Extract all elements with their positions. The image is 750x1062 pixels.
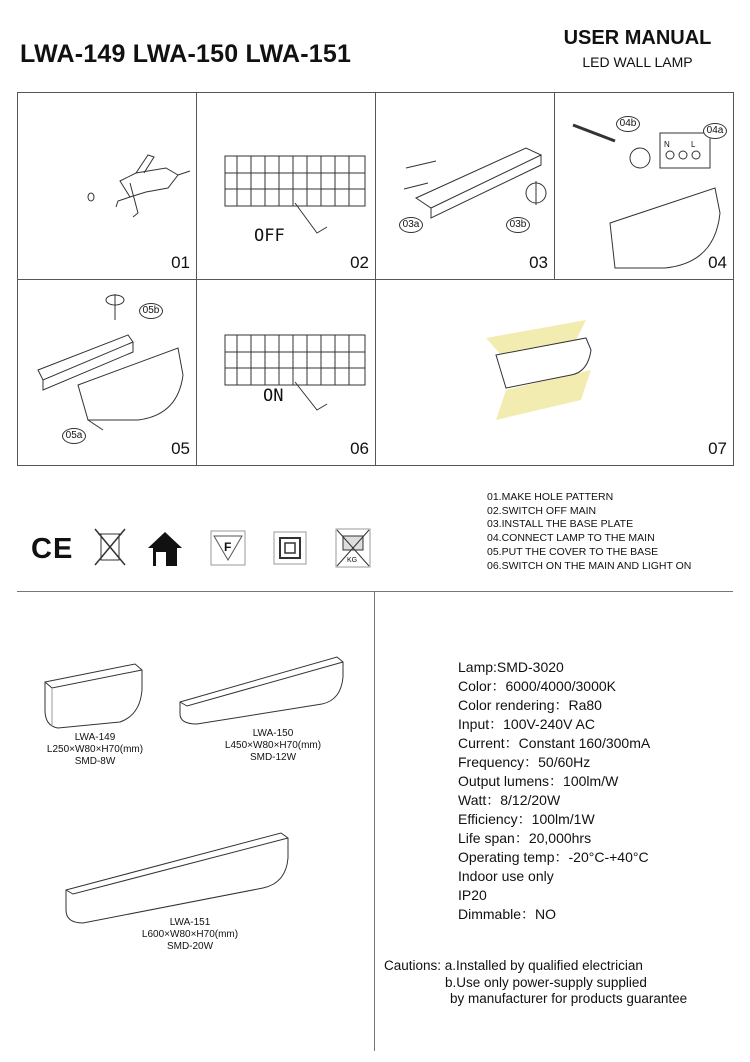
spec-item: Output lumens：100lm/W	[458, 773, 619, 789]
instruction-item: 03.INSTALL THE BASE PLATE	[487, 518, 634, 531]
instruction-item: 05.PUT THE COVER TO THE BASE	[487, 545, 659, 558]
instruction-item: 02.SWITCH OFF MAIN	[487, 504, 597, 517]
label-03a: 03a	[399, 217, 423, 233]
spec-item: Efficiency：100lm/1W	[458, 811, 595, 827]
document-title: LWA-149 LWA-150 LWA-151	[20, 40, 352, 68]
spec-item: Watt：8/12/20W	[458, 792, 561, 808]
ce-mark-text: CE	[31, 533, 74, 565]
step-cell-03	[376, 93, 555, 280]
label-05a: 05a	[62, 428, 86, 444]
instruction-item: 04.CONNECT LAMP TO THE MAIN	[487, 532, 655, 545]
label-04b: 04b	[616, 116, 640, 132]
model-power: SMD-8W	[74, 756, 116, 767]
step-number: 06	[350, 439, 369, 458]
switch-off-caption: OFF	[254, 226, 285, 246]
kg-label: KG	[347, 557, 358, 564]
caution-line: Cautions: a.Installed by qualified electrician	[384, 958, 643, 973]
lwa-151-drawing	[63, 828, 293, 928]
class-ii-icon	[273, 531, 307, 565]
product-subtitle: LED WALL LAMP	[582, 54, 693, 70]
spec-item: Color：6000/4000/3000K	[458, 678, 617, 694]
column-divider	[374, 591, 375, 1051]
model-size: L250×W80×H70(mm)	[46, 744, 144, 755]
instructions-list	[487, 491, 691, 573]
base-plate-icon	[376, 93, 555, 280]
spec-item: IP20	[458, 887, 487, 903]
step-number: 05	[171, 439, 190, 458]
cautions-block	[384, 958, 687, 1008]
spec-item: Indoor use only	[458, 868, 554, 884]
step-cell-07	[376, 280, 734, 466]
label-03b: 03b	[506, 217, 530, 233]
label-04a: 04a	[703, 123, 727, 139]
step-cell-02	[197, 93, 376, 280]
terminal-block-icon	[197, 93, 376, 280]
indoor-use-icon	[146, 530, 184, 568]
model-name: LWA-149	[74, 732, 116, 743]
model-power: SMD-12W	[249, 752, 297, 763]
spec-item: Color rendering：Ra80	[458, 697, 602, 713]
instruction-item: 01.MAKE HOLE PATTERN	[487, 491, 614, 503]
ce-mark-icon	[31, 533, 74, 565]
label-05b: 05b	[139, 303, 163, 319]
spec-item: Life span：20,000hrs	[458, 830, 592, 846]
specifications-list	[458, 658, 650, 924]
neutral-terminal-label: N	[664, 140, 670, 149]
manual-heading: USER MANUAL	[563, 27, 712, 49]
step-cell-06	[197, 280, 376, 466]
model-name: LWA-151	[169, 917, 211, 928]
wiring-icon	[555, 93, 734, 280]
live-terminal-label: L	[691, 140, 696, 149]
spec-item: Current：Constant 160/300mA	[458, 735, 651, 751]
drill-icon	[18, 93, 197, 280]
step-number: 03	[529, 253, 548, 272]
installation-steps-grid	[17, 92, 734, 466]
spec-item: Input：100V-240V AC	[458, 716, 595, 732]
model-name: LWA-150	[252, 728, 294, 739]
model-lwa-149	[30, 732, 160, 768]
spec-item: Frequency：50/60Hz	[458, 754, 591, 770]
lwa-150-drawing	[177, 652, 347, 727]
spec-item: Operating temp：-20°C-+40°C	[458, 849, 649, 865]
step-number: 04	[708, 253, 727, 272]
f-mark-letter: F	[224, 540, 232, 554]
step-cell-05	[18, 280, 197, 466]
model-size: L450×W80×H70(mm)	[224, 740, 322, 751]
lwa-149-drawing	[40, 660, 150, 730]
model-size: L600×W80×H70(mm)	[141, 929, 239, 940]
step-cell-04	[555, 93, 734, 280]
caution-line: b.Use only power-supply supplied	[445, 974, 647, 990]
weee-bin-icon	[92, 526, 128, 568]
model-lwa-150	[208, 728, 338, 764]
model-lwa-151	[125, 917, 255, 953]
model-power: SMD-20W	[166, 941, 214, 952]
instruction-item: 06.SWITCH ON THE MAIN AND LIGHT ON	[487, 559, 692, 572]
caution-line: by manufacturer for products guarantee	[450, 991, 688, 1006]
switch-on-caption: ON	[263, 386, 284, 406]
spec-item: Dimmable：NO	[458, 906, 557, 922]
section-divider	[17, 591, 733, 592]
step-cell-01	[18, 93, 197, 280]
spec-item: Lamp:SMD-3020	[458, 659, 564, 675]
step-number: 02	[350, 253, 369, 272]
step-number: 01	[171, 253, 190, 272]
step-number: 07	[708, 439, 727, 458]
lit-lamp-icon	[376, 280, 734, 466]
